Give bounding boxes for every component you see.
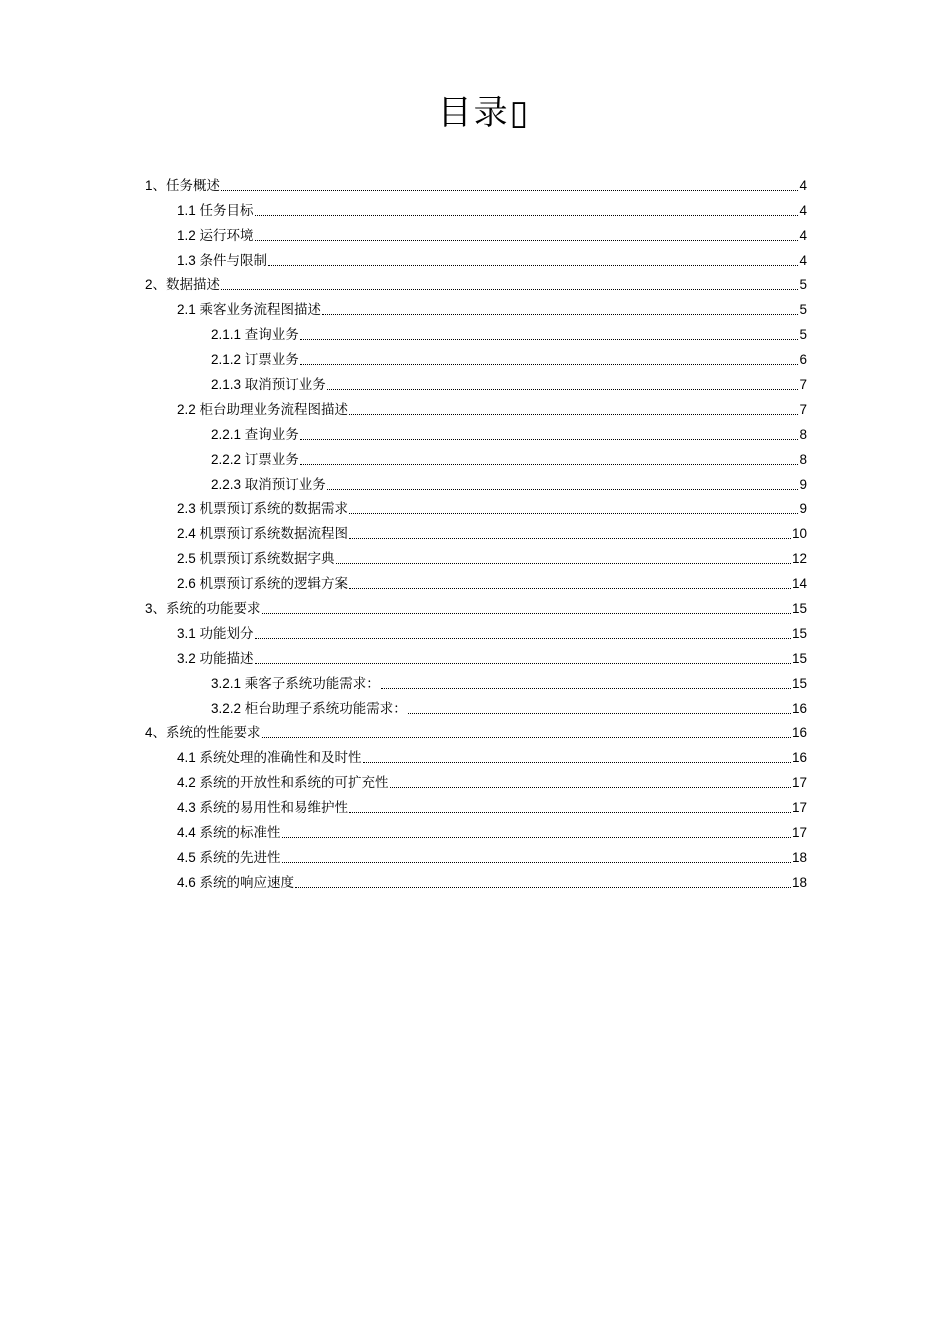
toc-entry-text: 系统的性能要求 [166, 725, 261, 742]
toc-entry[interactable] [145, 346, 807, 371]
toc-dot-leader [295, 887, 791, 888]
toc-entry-number: 4、 [145, 725, 167, 741]
toc-entry[interactable] [145, 496, 807, 521]
toc-entry-label [211, 351, 299, 371]
toc-entry-label [145, 724, 261, 744]
toc-dot-leader [255, 215, 799, 216]
toc-entry-text: 机票预订系统的数据需求 [199, 501, 349, 518]
toc-page-number: 6 [799, 352, 807, 368]
toc-dot-leader [363, 762, 791, 763]
toc-dot-leader [390, 787, 791, 788]
toc-entry-number: 2.1.3 [211, 377, 245, 393]
toc-entry-label [211, 376, 326, 396]
toc-page-number: 15 [791, 601, 807, 617]
toc-dot-leader [349, 538, 791, 539]
toc-dot-leader [282, 837, 791, 838]
toc-entry[interactable] [145, 819, 807, 844]
toc-entry-label [211, 451, 299, 471]
toc-entry-number: 2.2 [177, 401, 200, 417]
toc-entry[interactable] [145, 670, 807, 695]
toc-entry-number: 3、 [145, 601, 167, 617]
toc-dot-leader [327, 389, 799, 390]
toc-entry-label [177, 874, 294, 894]
toc-entry[interactable] [145, 371, 807, 396]
toc-dot-leader [255, 240, 799, 241]
toc-entry-number: 1.1 [177, 202, 200, 218]
toc-dot-leader [300, 339, 799, 340]
toc-dot-leader [322, 314, 798, 315]
toc-dot-leader [349, 414, 798, 415]
toc-entry-text: 任务概述 [166, 177, 221, 194]
toc-entry-number: 3.2.2 [211, 700, 245, 716]
toc-entry-text: 柜台助理业务流程图描述 [199, 401, 349, 418]
toc-entry[interactable] [145, 570, 807, 595]
toc-entry-label [177, 202, 254, 222]
toc-entry[interactable] [145, 421, 807, 446]
toc-entry-label [177, 824, 281, 844]
toc-entry-number: 4.3 [177, 800, 200, 816]
toc-entry[interactable] [145, 471, 807, 496]
toc-entry-label [177, 401, 348, 421]
toc-entry-label [177, 252, 267, 272]
toc-dot-leader [349, 588, 791, 589]
toc-page-number: 7 [799, 401, 807, 417]
toc-entry-label [177, 625, 254, 645]
toc-entry[interactable] [145, 769, 807, 794]
toc-entry[interactable] [145, 595, 807, 620]
toc-entry[interactable] [145, 396, 807, 421]
toc-entry-text: 系统的响应速度 [199, 874, 295, 891]
toc-entry-label [177, 500, 348, 520]
toc-entry-text: 机票预订系统的逻辑方案 [199, 576, 349, 593]
toc-entry-label [177, 227, 254, 247]
toc-entry[interactable] [145, 197, 807, 222]
toc-dot-leader [262, 737, 791, 738]
toc-entry-number: 2.6 [177, 576, 200, 592]
toc-entry-text: 运行环境 [199, 227, 254, 244]
toc-entry-number: 2.1.1 [211, 327, 245, 343]
toc-entry-number: 3.2 [177, 650, 200, 666]
toc-dot-leader [408, 713, 791, 714]
toc-page-number: 7 [799, 377, 807, 393]
toc-dot-leader [300, 439, 799, 440]
toc-entry-number: 4.2 [177, 775, 200, 791]
toc-entry-label [177, 650, 254, 670]
toc-entry-label [211, 675, 380, 695]
toc-page-number: 18 [791, 874, 807, 890]
toc-entry-number: 2.2.1 [211, 426, 245, 442]
toc-page-number: 9 [799, 476, 807, 492]
toc-page-number: 4 [799, 252, 807, 268]
toc-entry-text: 条件与限制 [199, 252, 268, 269]
toc-page-number: 5 [799, 277, 807, 293]
toc-entry-number: 4.1 [177, 750, 200, 766]
toc-entry-label [145, 276, 220, 296]
toc-dot-leader [268, 265, 798, 266]
toc-page-number: 12 [791, 551, 807, 567]
toc-entry-number: 3.1 [177, 625, 200, 641]
toc-dot-leader [255, 663, 791, 664]
toc-dot-leader [221, 190, 798, 191]
toc-entry[interactable] [145, 222, 807, 247]
toc-page-number: 9 [799, 501, 807, 517]
toc-entry-text: 订票业务 [244, 451, 299, 468]
toc-entry-number: 4.6 [177, 874, 200, 890]
toc-entry[interactable] [145, 272, 807, 297]
toc-entry-text: 取消预订业务 [244, 377, 326, 394]
toc-entry-number: 1、 [145, 177, 167, 193]
toc-entry-label [177, 301, 321, 321]
toc-entry-number: 2.2.2 [211, 451, 245, 467]
toc-page-number: 8 [799, 451, 807, 467]
toc-entry-label [211, 700, 407, 720]
toc-entry[interactable] [145, 520, 807, 545]
toc-page-number: 17 [791, 775, 807, 791]
toc-dot-leader [349, 812, 791, 813]
toc-entry[interactable] [145, 545, 807, 570]
toc-dot-leader [381, 688, 791, 689]
toc-entry-text: 机票预订系统数据流程图 [199, 526, 349, 543]
toc-entry-number: 4.5 [177, 849, 200, 865]
toc-entry-label [145, 600, 261, 620]
toc-page-number: 17 [791, 800, 807, 816]
toc-dot-leader [349, 513, 798, 514]
toc-page-number: 5 [799, 302, 807, 318]
toc-entry-text: 乘客业务流程图描述 [199, 302, 322, 319]
toc-page-number: 15 [791, 650, 807, 666]
toc-entry[interactable] [145, 645, 807, 670]
toc-entry-number: 2.1 [177, 302, 200, 318]
toc-entry[interactable] [145, 247, 807, 272]
toc-entry-text: 系统的先进性 [199, 849, 281, 866]
toc-page-number: 10 [791, 526, 807, 542]
toc-entry-number: 4.4 [177, 825, 200, 841]
toc-entry-text: 数据描述 [166, 277, 221, 294]
toc-dot-leader [336, 563, 791, 564]
toc-page-number: 16 [791, 750, 807, 766]
toc-entry[interactable] [145, 869, 807, 894]
toc-dot-leader [255, 638, 791, 639]
toc-entry-number: 2.2.3 [211, 476, 245, 492]
toc-entry-text: 任务目标 [199, 202, 254, 219]
toc-title-marker: ▯ [509, 93, 531, 133]
toc-entry-text: 查询业务 [244, 426, 299, 443]
toc-entry[interactable] [145, 794, 807, 819]
toc-entry-text: 订票业务 [244, 352, 299, 369]
table-of-contents [145, 172, 807, 894]
toc-page-number: 15 [791, 675, 807, 691]
toc-entry-text: 乘客子系统功能需求： [244, 675, 380, 692]
toc-entry-number: 2.1.2 [211, 352, 245, 368]
toc-entry[interactable] [145, 844, 807, 869]
toc-entry-label [177, 550, 335, 570]
toc-page-number: 18 [791, 849, 807, 865]
toc-entry[interactable] [145, 720, 807, 745]
toc-entry-label [177, 774, 389, 794]
toc-entry[interactable] [145, 695, 807, 720]
toc-entry[interactable] [145, 172, 807, 197]
toc-dot-leader [221, 289, 798, 290]
toc-entry-text: 查询业务 [244, 327, 299, 344]
toc-page-number: 4 [799, 227, 807, 243]
toc-dot-leader [300, 464, 799, 465]
toc-page-number: 14 [791, 576, 807, 592]
toc-entry-label [177, 849, 281, 869]
toc-entry-label [177, 575, 348, 595]
toc-entry-number: 2.3 [177, 501, 200, 517]
toc-entry-label [177, 525, 348, 545]
toc-page-number: 5 [799, 327, 807, 343]
toc-entry-number: 2、 [145, 277, 167, 293]
toc-entry-number: 1.3 [177, 252, 200, 268]
toc-entry-number: 3.2.1 [211, 675, 245, 691]
toc-entry-label [177, 749, 362, 769]
toc-entry-number: 2.4 [177, 526, 200, 542]
toc-entry[interactable] [145, 446, 807, 471]
toc-entry-text: 系统的开放性和系统的可扩充性 [199, 775, 389, 792]
toc-page-number: 17 [791, 825, 807, 841]
toc-entry-text: 系统的功能要求 [166, 601, 261, 618]
toc-entry-text: 系统处理的准确性和及时性 [199, 750, 362, 767]
toc-page-number: 15 [791, 625, 807, 641]
toc-entry-text: 功能描述 [199, 650, 254, 667]
toc-entry-text: 柜台助理子系统功能需求： [244, 700, 407, 717]
toc-title [0, 88, 950, 138]
toc-entry[interactable] [145, 321, 807, 346]
toc-dot-leader [262, 613, 791, 614]
toc-page-number: 4 [799, 177, 807, 193]
toc-entry-number: 1.2 [177, 227, 200, 243]
toc-entry-label [211, 476, 326, 496]
toc-entry-number: 2.5 [177, 551, 200, 567]
toc-page-number: 8 [799, 426, 807, 442]
toc-page-number: 4 [799, 202, 807, 218]
toc-entry-label [211, 426, 299, 446]
toc-entry-label [211, 326, 299, 346]
toc-entry-text: 功能划分 [199, 625, 254, 642]
toc-entry[interactable] [145, 620, 807, 645]
toc-entry-text: 系统的易用性和易维护性 [199, 800, 349, 817]
toc-page-number: 16 [791, 725, 807, 741]
toc-dot-leader [282, 862, 791, 863]
toc-entry-label [145, 177, 220, 197]
toc-title-text: 目录 [437, 93, 510, 133]
toc-entry[interactable] [145, 744, 807, 769]
toc-entry-text: 机票预订系统数据字典 [199, 551, 335, 568]
toc-entry[interactable] [145, 296, 807, 321]
toc-entry-text: 系统的标准性 [199, 825, 281, 842]
toc-entry-label [177, 799, 348, 819]
toc-dot-leader [300, 364, 799, 365]
toc-page-number: 16 [791, 700, 807, 716]
toc-dot-leader [327, 489, 799, 490]
toc-entry-text: 取消预订业务 [244, 476, 326, 493]
